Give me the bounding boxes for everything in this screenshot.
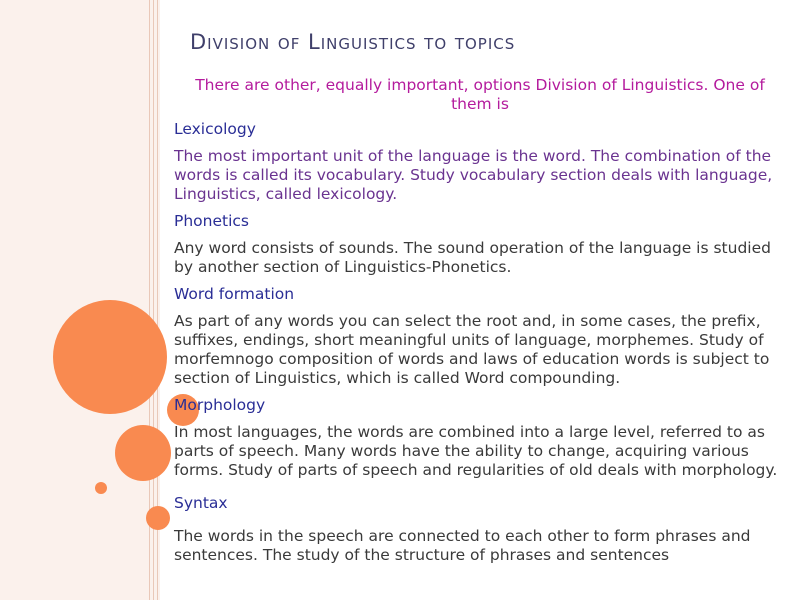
slide-content (174, 76, 786, 573)
slide-title: Division of Linguistics to topics (190, 30, 516, 54)
section-heading-morphology: Morphology (174, 396, 266, 414)
section-text-phonetics: Any word consists of sounds. The sound operation of the language is studied by another section of Linguistics-Phonetics. (174, 239, 771, 276)
section-text-lexicology: The most important unit of the language is the word. The combination of the words is called its vocabulary. Study vocabulary section deals with language, Linguistics, called lexicology. (174, 147, 773, 203)
section-heading-phonetics: Phonetics (174, 212, 249, 230)
section-text-morphology: In most languages, the words are combined into a large level, referred to as parts of speech. Many words have the ability to change, acquiring various forms. Study of parts of speech and regularities of old deals with morphology. (174, 423, 778, 479)
decorative-circle-lower (146, 506, 170, 530)
section-text-word-formation: As part of any words you can select the root and, in some cases, the prefix, suffixes, endings, short meaningful units of language, morphemes. Study of morfemnogo composition of words and laws of education words is subject to section of Linguistics, which is called Word compounding. (174, 312, 770, 387)
section-text-syntax: The words in the speech are connected to each other to form phrases and sentences. The study of the structure of phrases and sentences (174, 527, 751, 564)
section-heading-word-formation: Word formation (174, 285, 295, 303)
decorative-circle-medium (115, 425, 171, 481)
decorative-circle-tiny (95, 482, 107, 494)
section-heading-lexicology: Lexicology (174, 120, 256, 138)
section-heading-syntax: Syntax (174, 494, 228, 512)
left-decorative-band (0, 0, 160, 600)
intro-text: There are other, equally important, options Division of Linguistics. One of them is (195, 76, 765, 113)
decorative-circle-large (53, 300, 167, 414)
